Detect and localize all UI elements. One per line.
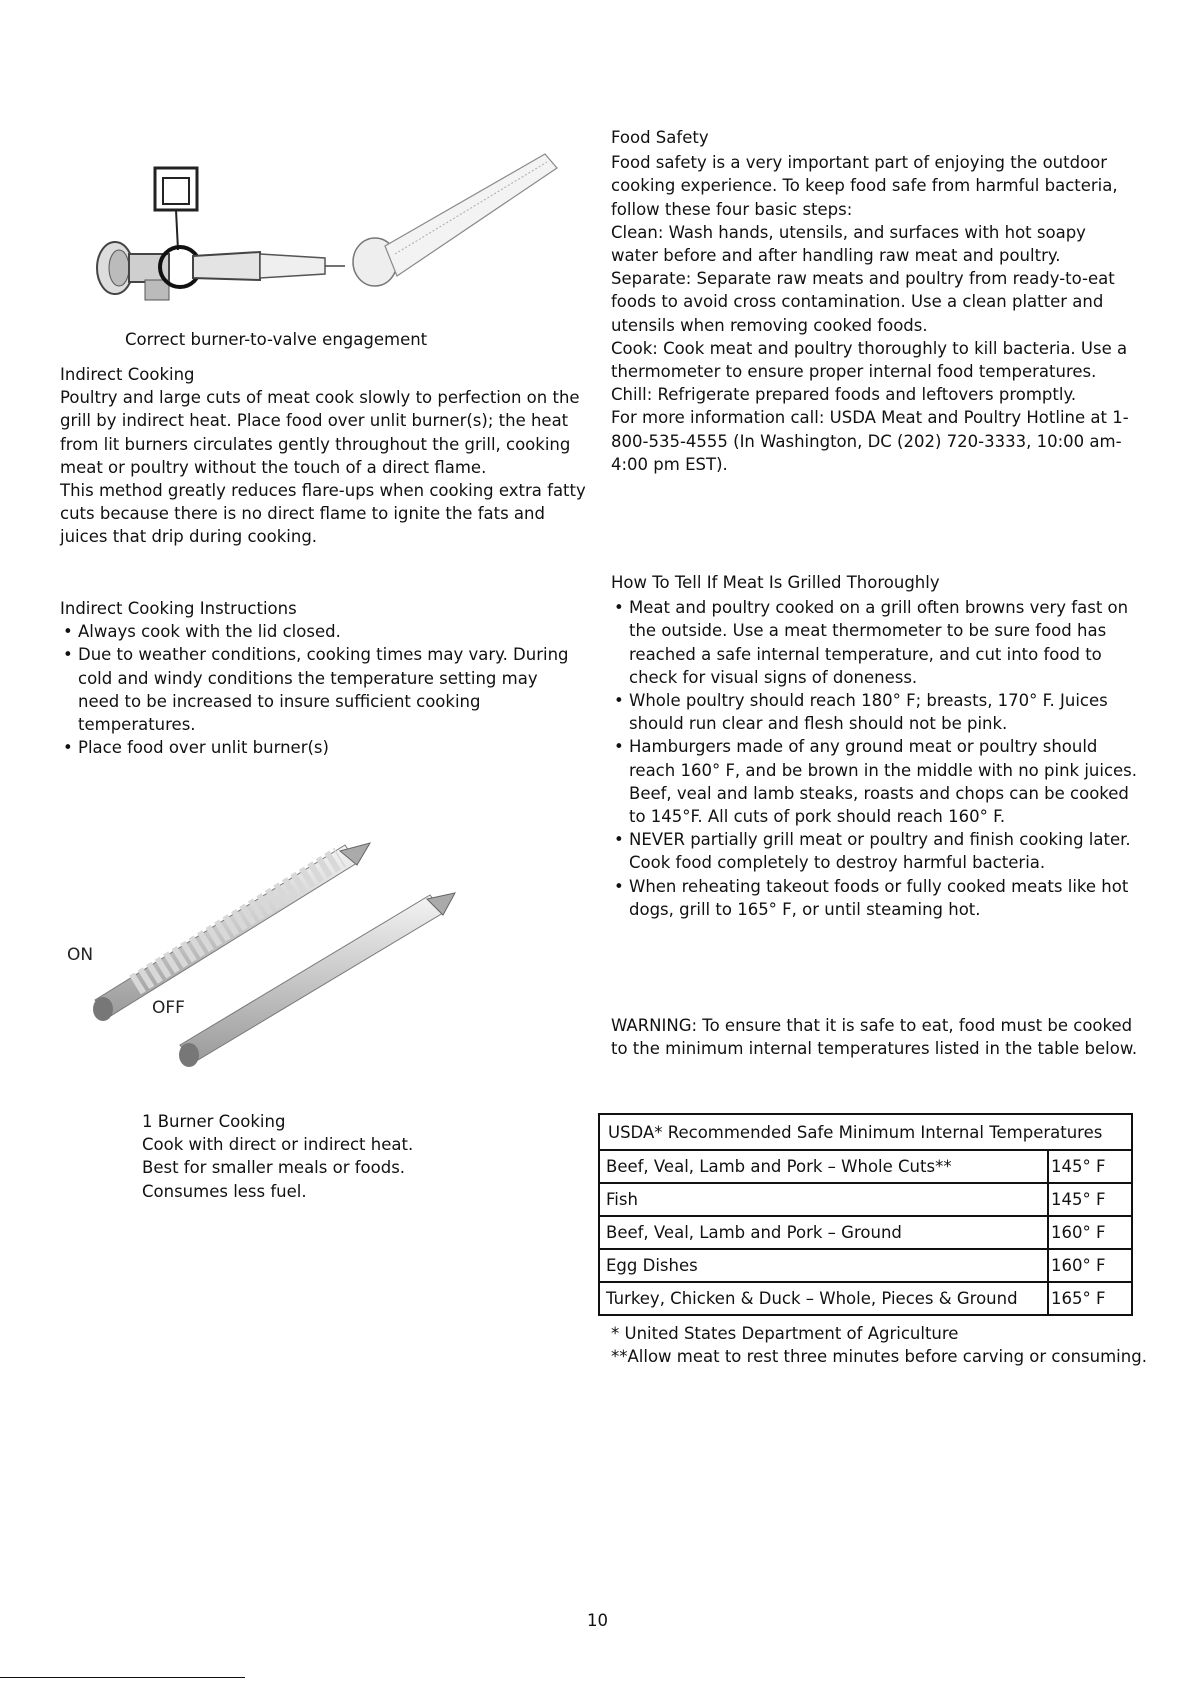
min-temp: 145° F	[1048, 1150, 1132, 1183]
one-burner-section	[142, 1110, 462, 1203]
food-safety-section	[611, 126, 1136, 476]
warning-text: WARNING: To ensure that it is safe to eat, food must be cooked to the minimum internal temperatures listed in the table below.	[611, 1016, 1138, 1059]
food-safety-line: Food safety is a very important part of enjoying the outdoor cooking experience. To keep food safe from harmful bacteria, follow these four basic steps:	[611, 153, 1118, 219]
grilled-thoroughly-section	[611, 571, 1141, 921]
one-burner-heading: 1 Burner Cooking	[142, 1112, 286, 1131]
table-row	[599, 1216, 1132, 1249]
one-burner-line: Consumes less fuel.	[142, 1181, 307, 1201]
figure1-caption: Correct burner-to-valve engagement	[125, 330, 428, 349]
list-item: • NEVER partially grill meat or poultry and finish cooking later. Cook food completely to destroy harmful bacteria.	[611, 828, 1141, 874]
list-item: • Due to weather conditions, cooking times may vary. During cold and windy conditions the temperature setting may need to be increased to insure sufficient cooking temperatures.	[60, 643, 575, 736]
min-temp: 145° F	[1048, 1183, 1132, 1216]
min-temp: 165° F	[1048, 1282, 1132, 1315]
food-item: Beef, Veal, Lamb and Pork – Ground	[599, 1216, 1048, 1249]
indirect-cooking-section	[60, 363, 595, 549]
indirect-instructions-heading: Indirect Cooking Instructions	[60, 599, 297, 618]
min-temp: 160° F	[1048, 1216, 1132, 1249]
food-safety-heading: Food Safety	[611, 128, 709, 147]
list-item: • Hamburgers made of any ground meat or poultry should reach 160° F, and be brown in the middle with no pink juices. Beef, veal and lamb steaks, roasts and chops can be cooked to 145°F. All cuts of pork should reach 160° F.	[611, 735, 1141, 828]
table-row	[599, 1282, 1132, 1315]
food-item: Beef, Veal, Lamb and Pork – Whole Cuts**	[599, 1150, 1048, 1183]
food-safety-line: Clean: Wash hands, utensils, and surfaces with hot soapy water before and after handling raw meat and poultry.	[611, 222, 1086, 266]
food-item: Egg Dishes	[599, 1249, 1048, 1282]
food-safety-line: Cook: Cook meat and poultry thoroughly to kill bacteria. Use a thermometer to ensure proper internal food temperatures.	[611, 338, 1128, 382]
food-item: Fish	[599, 1183, 1048, 1216]
list-item: • Whole poultry should reach 180° F; breasts, 170° F. Juices should run clear and flesh should not be pink.	[611, 689, 1141, 735]
indirect-instructions-section	[60, 597, 575, 759]
list-item: • Always cook with the lid closed.	[60, 620, 575, 643]
list-item: • When reheating takeout foods or fully cooked meats like hot dogs, grill to 165° F, or until steaming hot.	[611, 875, 1141, 921]
one-burner-line: Cook with direct or indirect heat.	[142, 1135, 414, 1155]
food-item: Turkey, Chicken & Duck – Whole, Pieces & Ground	[599, 1282, 1048, 1315]
table-header: USDA* Recommended Safe Minimum Internal Temperatures	[599, 1114, 1132, 1150]
table-row	[599, 1249, 1132, 1282]
food-safety-line: Separate: Separate raw meats and poultry from ready-to-eat foods to avoid cross contamination. Use a clean platter and utensils when removing cooked foods.	[611, 269, 1115, 335]
label-on: ON	[67, 945, 94, 965]
indirect-cooking-heading: Indirect Cooking	[60, 365, 195, 384]
table-row	[599, 1183, 1132, 1216]
label-off: OFF	[152, 998, 185, 1018]
one-burner-line: Best for smaller meals or foods.	[142, 1158, 406, 1178]
burner-valve-illustration	[85, 150, 580, 320]
temperature-table	[598, 1113, 1133, 1316]
list-item: • Place food over unlit burner(s)	[60, 736, 575, 759]
list-item: • Meat and poultry cooked on a grill often browns very fast on the outside. Use a meat thermometer to be sure food has reached a safe internal temperature, and cut into food to check for visual signs of doneness.	[611, 596, 1141, 689]
indirect-cooking-paragraph: Poultry and large cuts of meat cook slowly to perfection on the grill by indirect heat. Place food over unlit burner(s); the heat from lit burners circulates gently throughout the grill, cooking meat or poultry without the touch of a direct flame.	[60, 388, 580, 477]
footnote: * United States Department of Agriculture	[611, 1324, 959, 1343]
page-number: 10	[587, 1611, 608, 1630]
table-footnotes	[611, 1322, 1186, 1368]
burner-on-off-illustration	[65, 835, 465, 1070]
table-header-row	[599, 1114, 1132, 1150]
table-row	[599, 1150, 1132, 1183]
grilled-thoroughly-heading: How To Tell If Meat Is Grilled Thoroughly	[611, 573, 940, 592]
food-safety-line: Chill: Refrigerate prepared foods and leftovers promptly.	[611, 385, 1077, 405]
footnote: **Allow meat to rest three minutes before carving or consuming.	[611, 1347, 1147, 1367]
food-safety-line: For more information call: USDA Meat and Poultry Hotline at 1-800-535-4555 (In Washington, DC (202) 720-3333, 10:00 am-4:00 pm EST).	[611, 408, 1129, 474]
footer-rule	[0, 1677, 245, 1678]
min-temp: 160° F	[1048, 1249, 1132, 1282]
indirect-cooking-paragraph: This method greatly reduces flare-ups when cooking extra fatty cuts because there is no direct flame to ignite the fats and juices that drip during cooking.	[60, 481, 586, 547]
